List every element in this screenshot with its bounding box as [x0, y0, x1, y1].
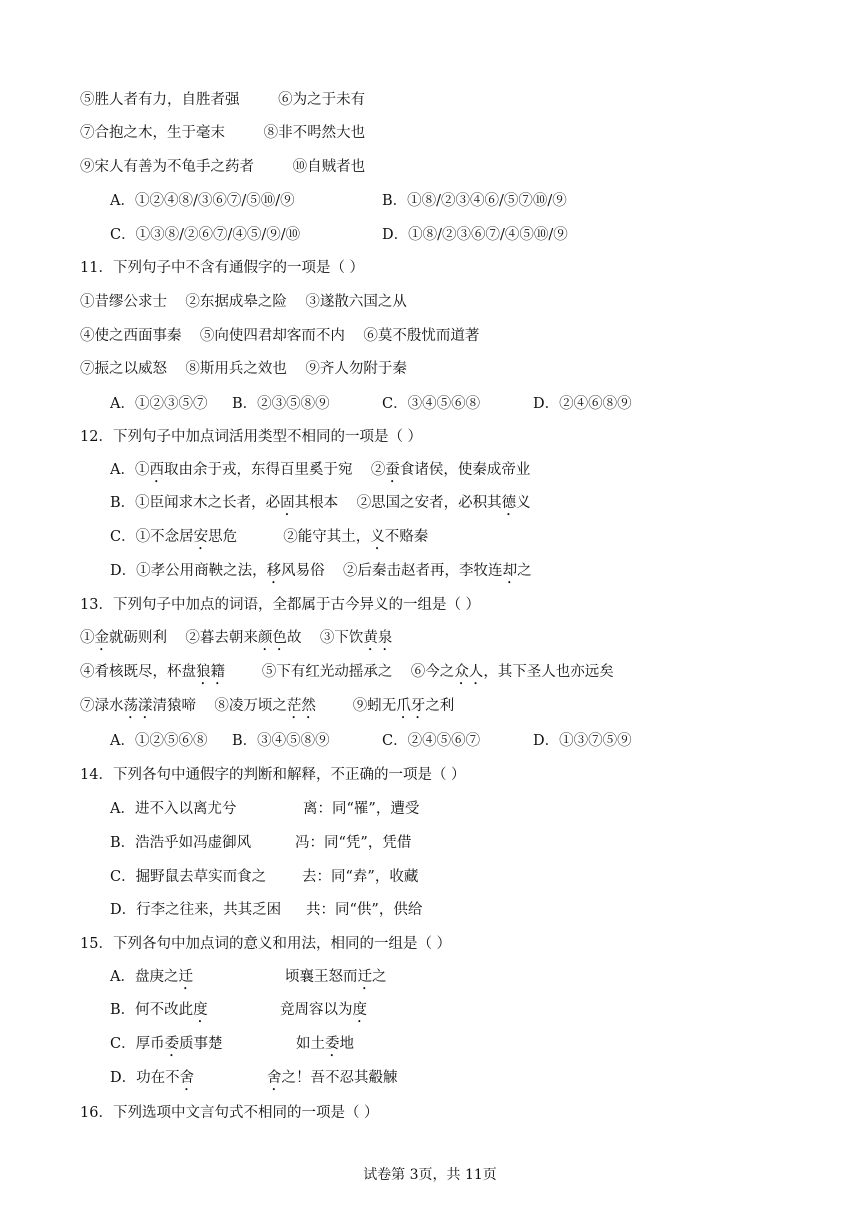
q12-b-text-mid: 其根本 ②思国之安者，必积其	[294, 495, 502, 511]
q12-d-text-pre: D．①孝公用商鞅之法，	[110, 563, 267, 579]
q10-item-line-3	[80, 157, 365, 177]
q11-option-c[interactable]: C．③④⑤⑥⑧	[382, 396, 481, 412]
q14-option-b[interactable]	[110, 833, 412, 853]
q16-stem: 16．下列选项中文言句式不相同的一项是（ ）	[80, 1105, 379, 1121]
q15-d-right	[267, 1068, 398, 1094]
q13-items-line-1	[80, 628, 392, 654]
q10-option-d[interactable]: D．①⑧/②③⑥⑦/④⑤⑩/⑨	[382, 227, 568, 243]
q13-l1-dot1: 金	[94, 630, 109, 646]
q15-a-left-pre: A．盘庚之	[110, 969, 179, 985]
q13-l3-dot2: 茫然	[286, 698, 316, 714]
q12-stem: 12．下列句子中加点词活用类型不相同的一项是（ ）	[80, 429, 423, 445]
q15-option-a[interactable]	[110, 967, 387, 993]
q10-option-a[interactable]: A．①②④⑧/③⑥⑦/⑤⑩/⑨	[110, 193, 295, 209]
q10-item-10: ⑩自贼者也	[292, 159, 366, 175]
q12-d-text-post: 之	[517, 563, 532, 579]
q15-c-right-post: 地	[339, 1036, 354, 1052]
q10-item-8: ⑧非不呺然大也	[263, 125, 366, 141]
q13-option-d[interactable]: D．①③⑦⑤⑨	[533, 733, 632, 749]
q15-a-left-dotted: 迁	[178, 969, 193, 985]
q11-stem: 11．下列句子中不含有通假字的一项是（ ）	[80, 260, 365, 276]
q12-a-text-post: 食诸侯，使秦成帝业	[399, 462, 531, 478]
q15-c-right	[296, 1034, 354, 1060]
q12-d-dotted-1: 移	[266, 563, 282, 579]
q14-b-sentence: B．浩浩乎如冯虚御风	[110, 835, 252, 851]
q15-b-right-dotted: 度	[352, 1002, 367, 1018]
q12-c-dotted-1: 安	[193, 529, 209, 545]
q15-option-d[interactable]	[110, 1068, 398, 1094]
q13-stem: 13．下列句子中加点的词语，全都属于古今异义的一组是（ ）	[80, 597, 481, 613]
q13-l2-c: ，其下圣人也亦远矣	[483, 664, 614, 680]
q15-b-left-pre: B．何不改此	[110, 1002, 194, 1018]
q12-c-dotted-2: 义	[370, 529, 385, 545]
q13-option-b[interactable]: B．③④⑤⑧⑨	[232, 733, 330, 749]
q13-l3-e: 之利	[425, 698, 455, 714]
q10-item-6: ⑥为之于未有	[278, 92, 366, 108]
q15-a-right-pre: 顷襄王怒而	[285, 969, 358, 985]
q14-stem: 14．下列各句中通假字的判断和解释，不正确的一项是（ ）	[80, 767, 466, 783]
q15-a-right-post: 之	[372, 969, 387, 985]
q10-option-b[interactable]: B．①⑧/②③④⑥/⑤⑦⑩/⑨	[382, 193, 567, 209]
q12-c-text-mid: 思危 ②能守其土，	[208, 529, 371, 545]
q13-l1-dot2: 颜色	[257, 630, 287, 646]
q15-b-left-dotted: 度	[193, 1002, 208, 1018]
q14-option-c[interactable]	[110, 867, 419, 887]
q13-l3-dot3: 爪牙	[396, 698, 426, 714]
q11-option-a[interactable]: A．①②③⑤⑦	[110, 396, 208, 412]
q10-item-9: ⑨宋人有善为不龟手之药者	[80, 159, 254, 175]
q15-a-right-dotted: 迁	[357, 969, 372, 985]
q13-l1-a: ①	[80, 630, 95, 646]
q12-c-text-post: 不赂秦	[384, 529, 429, 545]
q12-b-text-post: 义	[516, 495, 531, 511]
q10-item-5: ⑤胜人者有力，自胜者强	[80, 92, 240, 108]
q12-d-dotted-2: 却	[502, 563, 518, 579]
q11-option-b[interactable]: B．②③⑤⑧⑨	[232, 396, 330, 412]
q15-option-c[interactable]	[110, 1034, 354, 1060]
q14-d-explanation: 共：同“供”，供给	[306, 902, 423, 918]
q13-l3-dot1: 荡漾	[123, 698, 153, 714]
q13-items-line-3	[80, 696, 454, 722]
q15-a-right	[285, 967, 387, 993]
q12-a-text-mid: 取由余于戎，东得百里奚于宛 ②	[163, 462, 386, 478]
q12-option-c[interactable]	[110, 527, 428, 553]
q15-c-right-dotted: 委	[325, 1036, 340, 1052]
q11-items-line-2: ④使之西面事秦 ⑤向使四君却客而不内 ⑥莫不殷忧而道著	[80, 328, 480, 344]
q11-items-line-3: ⑦振之以威怒 ⑧斯用兵之效也 ⑨齐人勿附于秦	[80, 361, 407, 377]
q15-d-left-dotted: 舍	[179, 1070, 195, 1086]
q15-c-left-post: 质事楚	[179, 1036, 223, 1052]
q12-option-a[interactable]	[110, 460, 530, 486]
q12-b-dotted-2: 德	[501, 495, 517, 511]
q12-b-dotted-1: 固	[280, 495, 295, 511]
q13-l2-a: ④肴核既尽，杯盘	[80, 664, 196, 680]
q12-a-text-pre: A．①	[110, 462, 150, 478]
q14-c-sentence: C．掘野鼠去草实而食之	[110, 869, 267, 885]
q13-l1-dot3: 黄泉	[363, 630, 393, 646]
q15-stem: 15．下列各句中加点词的意义和用法，相同的一组是（ ）	[80, 936, 452, 952]
page-footer: 试卷第 3页，共 11页	[363, 1167, 497, 1183]
q12-c-text-pre: C．①不念居	[110, 529, 194, 545]
q13-option-c[interactable]: C．②④⑤⑥⑦	[382, 733, 481, 749]
q14-option-a[interactable]	[110, 799, 420, 819]
q15-d-right-post: 之！吾不忍其觳觫	[281, 1070, 398, 1086]
q15-b-right-pre: 竞周容以为	[280, 1002, 353, 1018]
q15-d-right-dotted: 舍	[267, 1070, 282, 1086]
q10-item-7: ⑦合抱之木，生于毫末	[80, 125, 225, 141]
q14-a-sentence: A．进不入以离尤兮	[110, 801, 237, 817]
q14-b-explanation: 冯：同“凭”，凭借	[295, 835, 412, 851]
q15-option-b[interactable]	[110, 1000, 367, 1026]
q13-l1-b: 就砺则利 ②暮去朝来	[109, 630, 258, 646]
q12-option-d[interactable]	[110, 561, 532, 587]
q13-l2-dot1: 狼籍	[196, 664, 225, 680]
q10-option-c[interactable]: C．①③⑧/②⑥⑦/④⑤/⑨/⑩	[110, 227, 301, 243]
q15-c-right-pre: 如土	[296, 1036, 325, 1052]
q15-b-right	[280, 1000, 367, 1026]
q13-items-line-2	[80, 662, 614, 688]
q14-c-explanation: 去：同“弆”，收藏	[302, 869, 419, 885]
q15-d-left-pre: D．功在不	[110, 1070, 180, 1086]
q14-option-d[interactable]	[110, 900, 423, 920]
q13-l1-c: 故 ③下饮	[286, 630, 364, 646]
q14-a-explanation: 离：同“罹”，遭受	[303, 801, 420, 817]
q10-item-line-1	[80, 90, 365, 110]
q14-d-sentence: D．行李之往来，共其乏困	[110, 902, 282, 918]
q12-a-dotted-2: 蚕	[385, 462, 400, 478]
q13-l3-c: ⑨蚓无	[315, 698, 397, 714]
q13-l3-a: ⑦渌水	[80, 698, 124, 714]
q13-option-a[interactable]: A．①②⑤⑥⑧	[110, 733, 208, 749]
q13-l3-b: 清猿啼 ⑧凌万顷之	[152, 698, 287, 714]
q13-l2-b: ⑤下有红光动摇承之 ⑥今之	[225, 664, 455, 680]
q13-l2-dot2: 众人	[454, 664, 484, 680]
q12-option-b[interactable]	[110, 493, 531, 519]
q15-c-left-dotted: 委	[164, 1036, 180, 1052]
q12-b-text-pre: B．①臣闻求木之长者，必	[110, 495, 281, 511]
q10-item-line-2	[80, 123, 365, 143]
q12-a-dotted-1: 西	[149, 462, 164, 478]
q15-c-left-pre: C．厚币	[110, 1036, 165, 1052]
q11-items-line-1: ①昔缪公求士 ②东据成皋之险 ③遂散六国之从	[80, 294, 407, 310]
q11-option-d[interactable]: D．②④⑥⑧⑨	[533, 396, 632, 412]
q12-d-text-mid: 风易俗 ②后秦击赵者再，李牧连	[281, 563, 503, 579]
